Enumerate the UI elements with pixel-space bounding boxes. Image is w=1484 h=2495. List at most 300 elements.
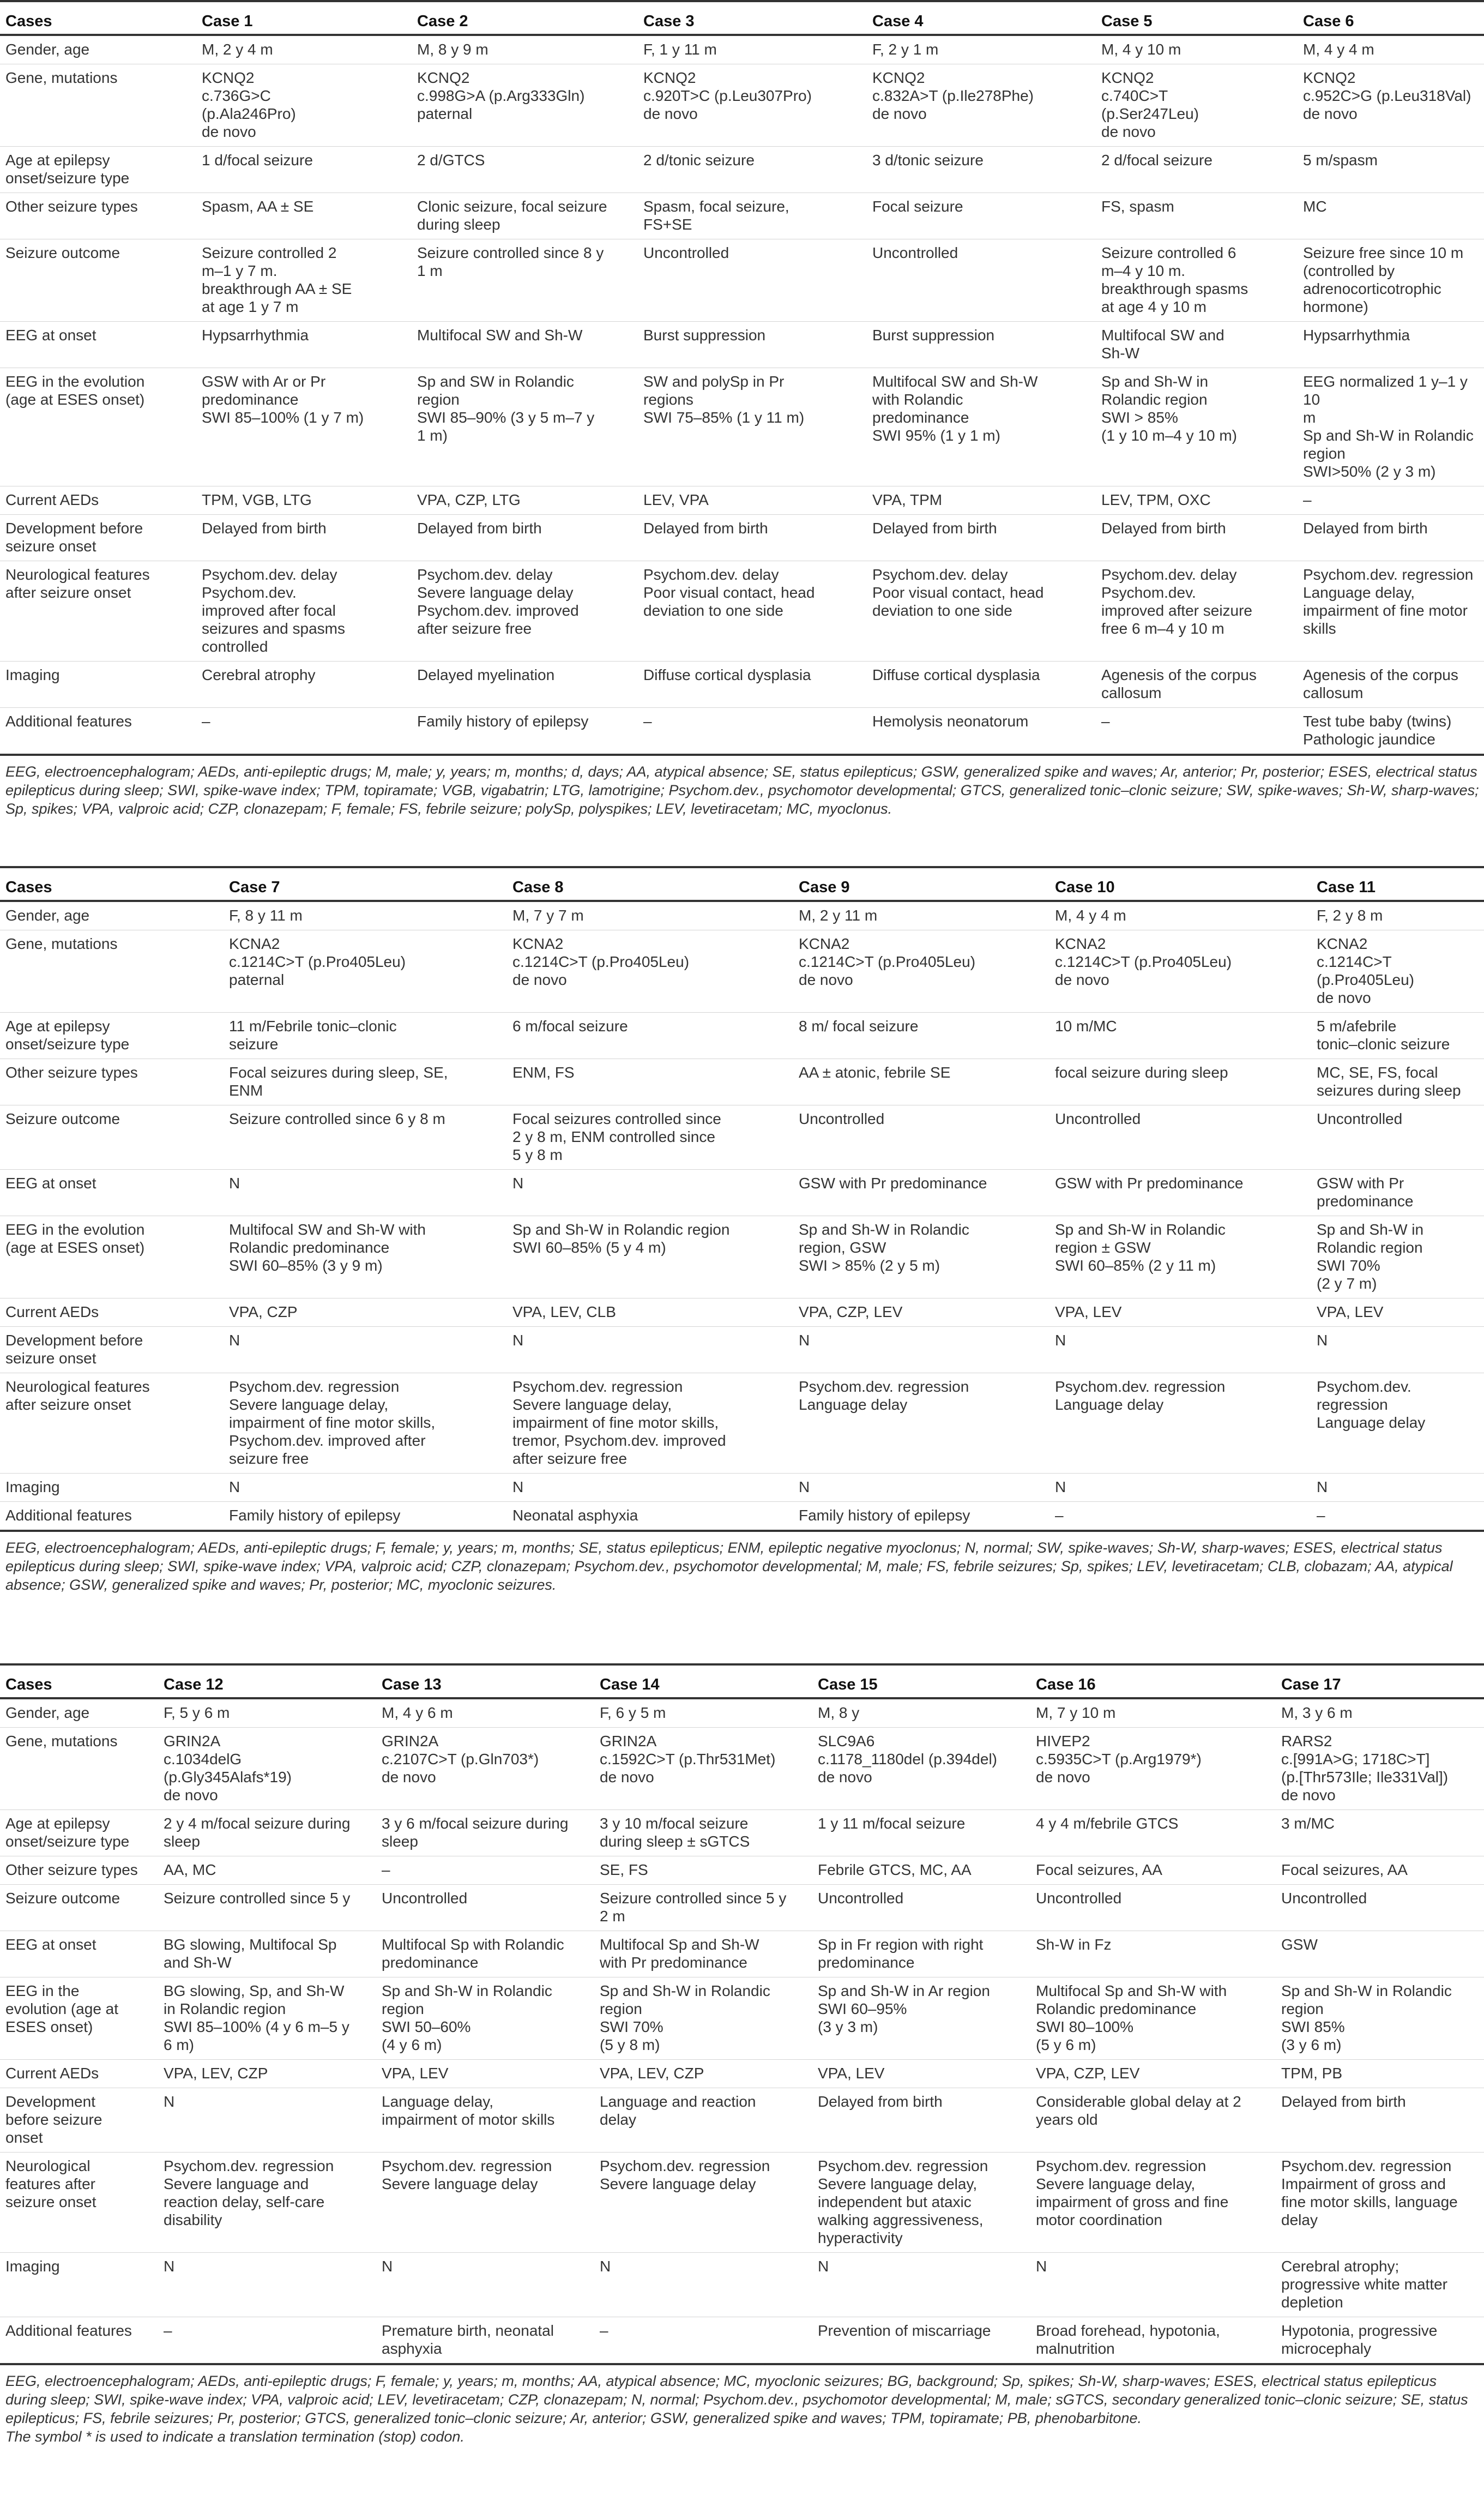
column-header: Case 7 — [229, 867, 512, 901]
table-cell: VPA, LEV, CLB — [512, 1298, 799, 1327]
table-cell: Multifocal SW and Sh-W with Rolandic predominance SWI 95% (1 y 1 m) — [872, 368, 1101, 486]
table-cell: BG slowing, Multifocal Sp and Sh-W — [164, 1931, 382, 1977]
table-cell: – — [1303, 486, 1484, 515]
table-row — [0, 1698, 1484, 1728]
column-header: Case 12 — [164, 1664, 382, 1698]
table-cell: Cerebral atrophy — [202, 662, 417, 708]
table-cell: – — [1317, 1502, 1484, 1531]
row-label: Gene, mutations — [0, 930, 229, 1013]
table-cell: Burst suppression — [643, 322, 872, 368]
table-cell: F, 1 y 11 m — [643, 35, 872, 64]
table-row — [0, 1474, 1484, 1502]
table-cell: Hypsarrhythmia — [1303, 322, 1484, 368]
table-cell: VPA, CZP — [229, 1298, 512, 1327]
table-cell: Psychom.dev. delay Psychom.dev. improved after seizure free 6 m–4 y 10 m — [1101, 561, 1303, 662]
table-row — [0, 1327, 1484, 1373]
table-cell: – — [164, 2317, 382, 2365]
table-cell: Agenesis of the corpus callosum — [1303, 662, 1484, 708]
table-cell: Psychom.dev. regression Language delay, impairment of fine motor skills — [1303, 561, 1484, 662]
table-cell: M, 7 y 10 m — [1036, 1698, 1281, 1728]
table-cell: N — [1055, 1327, 1317, 1373]
table-cell: 8 m/ focal seizure — [799, 1013, 1055, 1059]
table-cell: ENM, FS — [512, 1059, 799, 1105]
table-row — [0, 368, 1484, 486]
column-header: Case 1 — [202, 1, 417, 35]
table-cell: Family history of epilepsy — [799, 1502, 1055, 1531]
column-header: Case 5 — [1101, 1, 1303, 35]
table-cell: Sp and Sh-W in Rolandic region SWI > 85% (1 y 10 m–4 y 10 m) — [1101, 368, 1303, 486]
table-cell: Multifocal Sp and Sh-W with Rolandic predominance SWI 80–100% (5 y 6 m) — [1036, 1977, 1281, 2060]
header-row — [0, 867, 1484, 901]
table-cell: Hemolysis neonatorum — [872, 708, 1101, 755]
row-label: EEG in the evolution (age at ESES onset) — [0, 1216, 229, 1298]
table-row — [0, 1810, 1484, 1856]
table-cell: 2 y 4 m/focal seizure during sleep — [164, 1810, 382, 1856]
table-cell: Sp and Sh-W in Rolandic region SWI 50–60% (4 y 6 m) — [382, 1977, 600, 2060]
table-cell: N — [382, 2253, 600, 2317]
table-cell: Uncontrolled — [818, 1885, 1036, 1931]
row-label: Development before seizure onset — [0, 2088, 164, 2153]
table-cell: GSW with Pr predominance — [1055, 1170, 1317, 1216]
table-cell: Delayed from birth — [202, 515, 417, 561]
table-row — [0, 239, 1484, 322]
table-cell: Sp and SW in Rolandic region SWI 85–90% (3 y 5 m–7 y 1 m) — [417, 368, 643, 486]
table-row — [0, 901, 1484, 930]
table-cell: M, 2 y 4 m — [202, 35, 417, 64]
table-cell: Delayed from birth — [872, 515, 1101, 561]
table-cell: Seizure controlled since 6 y 8 m — [229, 1105, 512, 1170]
table-cell: 5 m/spasm — [1303, 147, 1484, 193]
table-cell: Delayed myelination — [417, 662, 643, 708]
column-header: Cases — [0, 867, 229, 901]
table-cell: Multifocal Sp and Sh-W with Pr predominance — [600, 1931, 818, 1977]
table-cell: Sp and Sh-W in Rolandic region SWI 85% (3 y 6 m) — [1281, 1977, 1484, 2060]
table-cell: M, 2 y 11 m — [799, 901, 1055, 930]
row-label: Gender, age — [0, 1698, 164, 1728]
table-cell: Psychom.dev. regression Severe language and reaction delay, self-care disability — [164, 2153, 382, 2253]
table-cell: Focal seizures, AA — [1281, 1856, 1484, 1885]
table-cell: Seizure controlled since 8 y 1 m — [417, 239, 643, 322]
table-row — [0, 1170, 1484, 1216]
table-cell: VPA, LEV, CZP — [600, 2060, 818, 2088]
table-cell: VPA, LEV — [1055, 1298, 1317, 1327]
table-row — [0, 64, 1484, 147]
column-header: Case 14 — [600, 1664, 818, 1698]
row-label: Current AEDs — [0, 2060, 164, 2088]
table-cell: 1 d/focal seizure — [202, 147, 417, 193]
table-cell: Uncontrolled — [382, 1885, 600, 1931]
table-cell: 3 y 6 m/focal seizure during sleep — [382, 1810, 600, 1856]
table-cell: Uncontrolled — [1317, 1105, 1484, 1170]
table-cell: Hypotonia, progressive microcephaly — [1281, 2317, 1484, 2365]
table-cell: – — [1055, 1502, 1317, 1531]
table-cell: GRIN2A c.1592C>T (p.Thr531Met) de novo — [600, 1728, 818, 1810]
table-cell: VPA, LEV — [382, 2060, 600, 2088]
row-label: Gene, mutations — [0, 64, 202, 147]
table-cell: 11 m/Febrile tonic–clonic seizure — [229, 1013, 512, 1059]
header-row — [0, 1, 1484, 35]
table-cell: KCNA2 c.1214C>T (p.Pro405Leu) de novo — [512, 930, 799, 1013]
table-cell: – — [1101, 708, 1303, 755]
table-cell: M, 3 y 6 m — [1281, 1698, 1484, 1728]
table-cell: 6 m/focal seizure — [512, 1013, 799, 1059]
table-cell: AA, MC — [164, 1856, 382, 1885]
table-3 — [0, 1663, 1484, 2365]
table-row — [0, 2060, 1484, 2088]
row-label: Imaging — [0, 662, 202, 708]
row-label: Additional features — [0, 2317, 164, 2365]
table-cell: Focal seizure — [872, 193, 1101, 239]
table-cell: Seizure controlled since 5 y — [164, 1885, 382, 1931]
table-cell: Hypsarrhythmia — [202, 322, 417, 368]
table-cell: Multifocal SW and Sh-W — [1101, 322, 1303, 368]
table-3-section — [0, 1663, 1484, 2446]
table-cell: Broad forehead, hypotonia, malnutrition — [1036, 2317, 1281, 2365]
table-cell: KCNA2 c.1214C>T (p.Pro405Leu) de novo — [1317, 930, 1484, 1013]
row-label: Other seizure types — [0, 193, 202, 239]
table-cell: Focal seizures, AA — [1036, 1856, 1281, 1885]
table-2-footnote: EEG, electroencephalogram; AEDs, anti-epileptic drugs; F, female; y, years; m, months; SE, status epilepticus; ENM, epileptic negative myoclonus; N, normal; SW, spike-waves; Sh-W, sharp-waves; ESES, electrical status epilepticus during sleep; SWI, spike-wave index; VPA, valproic acid; CZP, clonazepam; Psychom.dev., psychomotor developmental; M, male; FS, febrile seizures; Sp, spikes; LEV, levetiracetam; CLB, clobazam; AA, atypical absence; GSW, generalized spike and waves; Pr, posterior; MC, myoclonic seizures. — [5, 1540, 1453, 1593]
table-cell: N — [1317, 1474, 1484, 1502]
table-cell: 3 d/tonic seizure — [872, 147, 1101, 193]
column-header: Case 13 — [382, 1664, 600, 1698]
table-cell: KCNQ2 c.952C>G (p.Leu318Val) de novo — [1303, 64, 1484, 147]
table-cell: Premature birth, neonatal asphyxia — [382, 2317, 600, 2365]
column-header: Case 16 — [1036, 1664, 1281, 1698]
table-row — [0, 486, 1484, 515]
table-cell: Psychom.dev. regression Severe language delay, independent but ataxic walking aggressiveness, hyperactivity — [818, 2153, 1036, 2253]
row-label: Age at epilepsy onset/seizure type — [0, 1810, 164, 1856]
table-row — [0, 1216, 1484, 1298]
table-cell: 3 m/MC — [1281, 1810, 1484, 1856]
table-1 — [0, 0, 1484, 756]
table-cell: F, 2 y 1 m — [872, 35, 1101, 64]
table-row — [0, 2317, 1484, 2365]
table-cell: Considerable global delay at 2 years old — [1036, 2088, 1281, 2153]
row-label: Gender, age — [0, 901, 229, 930]
table-cell: 2 d/focal seizure — [1101, 147, 1303, 193]
table-cell: Seizure controlled 2 m–1 y 7 m. breakthrough AA ± SE at age 1 y 7 m — [202, 239, 417, 322]
table-cell: Language delay, impairment of motor skills — [382, 2088, 600, 2153]
table-cell: EEG normalized 1 y–1 y 10 m Sp and Sh-W in Rolandic region SWI>50% (2 y 3 m) — [1303, 368, 1484, 486]
table-cell: N — [512, 1474, 799, 1502]
table-cell: 3 y 10 m/focal seizure during sleep ± sGTCS — [600, 1810, 818, 1856]
table-cell: MC — [1303, 193, 1484, 239]
row-label: EEG in the evolution (age at ESES onset) — [0, 1977, 164, 2060]
row-label: Neurological features after seizure onset — [0, 561, 202, 662]
table-cell: GSW — [1281, 1931, 1484, 1977]
table-cell: MC, SE, FS, focal seizures during sleep — [1317, 1059, 1484, 1105]
table-cell: Focal seizures controlled since 2 y 8 m, ENM controlled since 5 y 8 m — [512, 1105, 799, 1170]
table-cell: Psychom.dev. regression Language delay — [799, 1373, 1055, 1474]
table-cell: Prevention of miscarriage — [818, 2317, 1036, 2365]
table-cell: N — [1055, 1474, 1317, 1502]
table-cell: Diffuse cortical dysplasia — [872, 662, 1101, 708]
table-cell: KCNA2 c.1214C>T (p.Pro405Leu) paternal — [229, 930, 512, 1013]
table-cell: Multifocal SW and Sh-W with Rolandic predominance SWI 60–85% (3 y 9 m) — [229, 1216, 512, 1298]
table-cell: 2 d/GTCS — [417, 147, 643, 193]
table-cell: KCNQ2 c.740C>T (p.Ser247Leu) de novo — [1101, 64, 1303, 147]
table-cell: Sp and Sh-W in Rolandic region SWI 70% (5 y 8 m) — [600, 1977, 818, 2060]
table-cell: LEV, TPM, OXC — [1101, 486, 1303, 515]
table-cell: N — [799, 1474, 1055, 1502]
table-cell: Delayed from birth — [417, 515, 643, 561]
table-cell: Uncontrolled — [799, 1105, 1055, 1170]
table-cell: KCNQ2 c.736G>C (p.Ala246Pro) de novo — [202, 64, 417, 147]
table-row — [0, 930, 1484, 1013]
table-cell: LEV, VPA — [643, 486, 872, 515]
row-label: Neurological features after seizure onset — [0, 1373, 229, 1474]
table-cell: VPA, TPM — [872, 486, 1101, 515]
table-cell: Psychom.dev. regression Severe language delay, impairment of fine motor skills, Psychom.dev. improved after seizure free — [229, 1373, 512, 1474]
column-header: Case 2 — [417, 1, 643, 35]
table-cell: HIVEP2 c.5935C>T (p.Arg1979*) de novo — [1036, 1728, 1281, 1810]
table-cell: M, 8 y — [818, 1698, 1036, 1728]
table-cell: KCNQ2 c.920T>C (p.Leu307Pro) de novo — [643, 64, 872, 147]
row-label: Additional features — [0, 708, 202, 755]
table-cell: N — [164, 2253, 382, 2317]
table-cell: GSW with Pr predominance — [799, 1170, 1055, 1216]
table-cell: 1 y 11 m/focal seizure — [818, 1810, 1036, 1856]
table-2 — [0, 866, 1484, 1532]
table-cell: Focal seizures during sleep, SE, ENM — [229, 1059, 512, 1105]
table-cell: N — [229, 1327, 512, 1373]
table-cell: SLC9A6 c.1178_1180del (p.394del) de novo — [818, 1728, 1036, 1810]
table-cell: Uncontrolled — [872, 239, 1101, 322]
table-cell: Cerebral atrophy; progressive white matter depletion — [1281, 2253, 1484, 2317]
table-cell: Family history of epilepsy — [229, 1502, 512, 1531]
table-cell: F, 2 y 8 m — [1317, 901, 1484, 930]
table-cell: Delayed from birth — [643, 515, 872, 561]
table-row — [0, 1298, 1484, 1327]
table-cell: – — [382, 1856, 600, 1885]
table-cell: N — [600, 2253, 818, 2317]
table-row — [0, 1502, 1484, 1531]
row-label: Current AEDs — [0, 486, 202, 515]
table-row — [0, 708, 1484, 755]
table-cell: – — [202, 708, 417, 755]
table-cell: Uncontrolled — [1281, 1885, 1484, 1931]
table-row — [0, 193, 1484, 239]
table-cell: – — [643, 708, 872, 755]
table-cell: Uncontrolled — [1036, 1885, 1281, 1931]
column-header: Case 9 — [799, 867, 1055, 901]
row-label: Gender, age — [0, 35, 202, 64]
table-cell: Seizure controlled 6 m–4 y 10 m. breakthrough spasms at age 4 y 10 m — [1101, 239, 1303, 322]
table-row — [0, 1931, 1484, 1977]
table-row — [0, 1105, 1484, 1170]
table-cell: F, 5 y 6 m — [164, 1698, 382, 1728]
table-2-section — [0, 866, 1484, 1594]
table-cell: N — [164, 2088, 382, 2153]
table-cell: VPA, LEV, CZP — [164, 2060, 382, 2088]
table-cell: Sp and Sh-W in Ar region SWI 60–95% (3 y 3 m) — [818, 1977, 1036, 2060]
table-cell: Sp and Sh-W in Rolandic region SWI 60–85% (5 y 4 m) — [512, 1216, 799, 1298]
table-row — [0, 1373, 1484, 1474]
table-cell: Psychom.dev. regression Language delay — [1317, 1373, 1484, 1474]
table-cell: Uncontrolled — [643, 239, 872, 322]
table-cell: M, 4 y 4 m — [1055, 901, 1317, 930]
table-cell: AA ± atonic, febrile SE — [799, 1059, 1055, 1105]
table-row — [0, 1977, 1484, 2060]
table-cell: KCNQ2 c.998G>A (p.Arg333Gln) paternal — [417, 64, 643, 147]
table-cell: TPM, VGB, LTG — [202, 486, 417, 515]
table-cell: M, 4 y 10 m — [1101, 35, 1303, 64]
table-row — [0, 662, 1484, 708]
table-row — [0, 1728, 1484, 1810]
table-row — [0, 2088, 1484, 2153]
table-cell: Psychom.dev. regression Language delay — [1055, 1373, 1317, 1474]
table-cell: – — [600, 2317, 818, 2365]
table-cell: Multifocal Sp with Rolandic predominance — [382, 1931, 600, 1977]
table-row — [0, 1013, 1484, 1059]
table-cell: focal seizure during sleep — [1055, 1059, 1317, 1105]
table-cell: Psychom.dev. regression Severe language delay, impairment of fine motor skills, tremor, Psychom.dev. improved after seizure free — [512, 1373, 799, 1474]
table-cell: Psychom.dev. delay Poor visual contact, head deviation to one side — [643, 561, 872, 662]
table-cell: SW and polySp in Pr regions SWI 75–85% (1 y 11 m) — [643, 368, 872, 486]
table-row — [0, 1856, 1484, 1885]
table-row — [0, 2253, 1484, 2317]
table-cell: 4 y 4 m/febrile GTCS — [1036, 1810, 1281, 1856]
row-label: Imaging — [0, 2253, 164, 2317]
table-cell: Clonic seizure, focal seizure during sleep — [417, 193, 643, 239]
table-cell: Delayed from birth — [1303, 515, 1484, 561]
row-label: Other seizure types — [0, 1856, 164, 1885]
table-cell: Psychom.dev. regression Severe language delay — [600, 2153, 818, 2253]
row-label: Age at epilepsy onset/seizure type — [0, 1013, 229, 1059]
table-cell: Psychom.dev. delay Psychom.dev. improved after focal seizures and spasms controlled — [202, 561, 417, 662]
table-cell: N — [512, 1327, 799, 1373]
header-row — [0, 1664, 1484, 1698]
table-cell: Psychom.dev. regression Severe language delay — [382, 2153, 600, 2253]
table-1-footnote: EEG, electroencephalogram; AEDs, anti-epileptic drugs; M, male; y, years; m, months; d, days; AA, atypical absence; SE, status epilepticus; GSW, generalized spike and waves; Ar, anterior; Pr, posterior; ESES, electrical status epilepticus during sleep; SWI, spike-wave index; TPM, topiramate; VGB, vigabatrin; LTG, lamotrigine; Psychom.dev., psychomotor developmental; GTCS, generalized tonic–clonic seizure; SW, spike-waves; Sh-W, sharp-waves; Sp, spikes; VPA, valproic acid; CZP, clonazepam; F, female; FS, febrile seizure; polySp, polyspikes; LEV, levetiracetam; MC, myoclonus. — [5, 763, 1479, 817]
column-header: Cases — [0, 1, 202, 35]
table-cell: Diffuse cortical dysplasia — [643, 662, 872, 708]
row-label: Seizure outcome — [0, 1105, 229, 1170]
table-cell: VPA, LEV — [1317, 1298, 1484, 1327]
table-cell: Delayed from birth — [1101, 515, 1303, 561]
table-cell: GRIN2A c.1034delG (p.Gly345Alafs*19) de novo — [164, 1728, 382, 1810]
table-row — [0, 322, 1484, 368]
table-cell: N — [229, 1474, 512, 1502]
column-header: Case 10 — [1055, 867, 1317, 901]
table-cell: BG slowing, Sp, and Sh-W in Rolandic region SWI 85–100% (4 y 6 m–5 y 6 m) — [164, 1977, 382, 2060]
table-cell: Family history of epilepsy — [417, 708, 643, 755]
table-row — [0, 1059, 1484, 1105]
table-cell: KCNA2 c.1214C>T (p.Pro405Leu) de novo — [1055, 930, 1317, 1013]
row-label: EEG at onset — [0, 322, 202, 368]
table-cell: Spasm, focal seizure, FS+SE — [643, 193, 872, 239]
table-1-section — [0, 0, 1484, 818]
row-label: EEG at onset — [0, 1170, 229, 1216]
table-cell: Burst suppression — [872, 322, 1101, 368]
column-header: Case 15 — [818, 1664, 1036, 1698]
table-cell: M, 7 y 7 m — [512, 901, 799, 930]
table-cell: N — [818, 2253, 1036, 2317]
table-cell: Uncontrolled — [1055, 1105, 1317, 1170]
table-cell: VPA, LEV — [818, 2060, 1036, 2088]
table-cell: Sp and Sh-W in Rolandic region, GSW SWI > 85% (2 y 5 m) — [799, 1216, 1055, 1298]
table-cell: F, 8 y 11 m — [229, 901, 512, 930]
table-cell: Sp in Fr region with right predominance — [818, 1931, 1036, 1977]
table-cell: GSW with Ar or Pr predominance SWI 85–100% (1 y 7 m) — [202, 368, 417, 486]
table-cell: Multifocal SW and Sh-W — [417, 322, 643, 368]
row-label: Seizure outcome — [0, 1885, 164, 1931]
table-cell: F, 6 y 5 m — [600, 1698, 818, 1728]
row-label: Neurological features after seizure onset — [0, 2153, 164, 2253]
column-header: Case 8 — [512, 867, 799, 901]
table-cell: N — [799, 1327, 1055, 1373]
row-label: Imaging — [0, 1474, 229, 1502]
row-label: EEG in the evolution (age at ESES onset) — [0, 368, 202, 486]
table-cell: 2 d/tonic seizure — [643, 147, 872, 193]
table-cell: 10 m/MC — [1055, 1013, 1317, 1059]
table-cell: Delayed from birth — [818, 2088, 1036, 2153]
table-cell: KCNA2 c.1214C>T (p.Pro405Leu) de novo — [799, 930, 1055, 1013]
table-cell: Psychom.dev. regression Severe language delay, impairment of gross and fine motor coordination — [1036, 2153, 1281, 2253]
table-cell: Sp and Sh-W in Rolandic region SWI 70% (2 y 7 m) — [1317, 1216, 1484, 1298]
table-cell: M, 4 y 4 m — [1303, 35, 1484, 64]
table-cell: Febrile GTCS, MC, AA — [818, 1856, 1036, 1885]
table-row — [0, 561, 1484, 662]
table-cell: Psychom.dev. regression Impairment of gross and fine motor skills, language delay — [1281, 2153, 1484, 2253]
table-cell: 5 m/afebrile tonic–clonic seizure — [1317, 1013, 1484, 1059]
table-cell: GRIN2A c.2107C>T (p.Gln703*) de novo — [382, 1728, 600, 1810]
row-label: Gene, mutations — [0, 1728, 164, 1810]
table-cell: VPA, CZP, LEV — [1036, 2060, 1281, 2088]
row-label: Development before seizure onset — [0, 515, 202, 561]
table-row — [0, 1885, 1484, 1931]
table-cell: VPA, CZP, LEV — [799, 1298, 1055, 1327]
table-3-footnote: EEG, electroencephalogram; AEDs, anti-epileptic drugs; F, female; y, years; m, months; AA, atypical absence; MC, myoclonic seizures; BG, background; Sp, spikes; Sh-W, sharp-waves; ESES, electrical status epilepticus during sleep; SWI, spike-wave index; VPA, valproic acid; LEV, levetiracetam; CZP, clonazepam; N, normal; Psychom.dev., psychomotor developmental; M, male; sGTCS, secondary generalized tonic–clonic seizure; SE, status epilepticus; FS, febrile seizures; Pr, posterior; GTCS, generalized tonic–clonic seizure; Ar, anterior; GSW, generalized spike and waves; TPM, topiramate; PB, phenobarbitone. The symbol * is used to indicate a translation termination (stop) codon. — [5, 2373, 1468, 2445]
row-label: Additional features — [0, 1502, 229, 1531]
table-cell: GSW with Pr predominance — [1317, 1170, 1484, 1216]
column-header: Case 4 — [872, 1, 1101, 35]
table-cell: Psychom.dev. delay Poor visual contact, head deviation to one side — [872, 561, 1101, 662]
table-cell: Sh-W in Fz — [1036, 1931, 1281, 1977]
table-cell: Psychom.dev. delay Severe language delay Psychom.dev. improved after seizure free — [417, 561, 643, 662]
column-header: Cases — [0, 1664, 164, 1698]
table-row — [0, 35, 1484, 64]
table-cell: VPA, CZP, LTG — [417, 486, 643, 515]
row-label: EEG at onset — [0, 1931, 164, 1977]
row-label: Seizure outcome — [0, 239, 202, 322]
column-header: Case 11 — [1317, 867, 1484, 901]
table-cell: Delayed from birth — [1281, 2088, 1484, 2153]
table-cell: SE, FS — [600, 1856, 818, 1885]
column-header: Case 6 — [1303, 1, 1484, 35]
column-header: Case 17 — [1281, 1664, 1484, 1698]
column-header: Case 3 — [643, 1, 872, 35]
table-row — [0, 2153, 1484, 2253]
table-cell: Seizure controlled since 5 y 2 m — [600, 1885, 818, 1931]
table-cell: KCNQ2 c.832A>T (p.Ile278Phe) de novo — [872, 64, 1101, 147]
table-cell: Language and reaction delay — [600, 2088, 818, 2153]
table-cell: N — [1317, 1327, 1484, 1373]
table-cell: N — [1036, 2253, 1281, 2317]
table-row — [0, 515, 1484, 561]
table-cell: N — [229, 1170, 512, 1216]
table-cell: Neonatal asphyxia — [512, 1502, 799, 1531]
table-cell: FS, spasm — [1101, 193, 1303, 239]
table-cell: Sp and Sh-W in Rolandic region ± GSW SWI 60–85% (2 y 11 m) — [1055, 1216, 1317, 1298]
table-cell: Seizure free since 10 m (controlled by adrenocorticotrophic hormone) — [1303, 239, 1484, 322]
table-cell: RARS2 c.[991A>G; 1718C>T] (p.[Thr573Ile; Ile331Val]) de novo — [1281, 1728, 1484, 1810]
table-cell: TPM, PB — [1281, 2060, 1484, 2088]
table-cell: Agenesis of the corpus callosum — [1101, 662, 1303, 708]
table-cell: N — [512, 1170, 799, 1216]
row-label: Current AEDs — [0, 1298, 229, 1327]
